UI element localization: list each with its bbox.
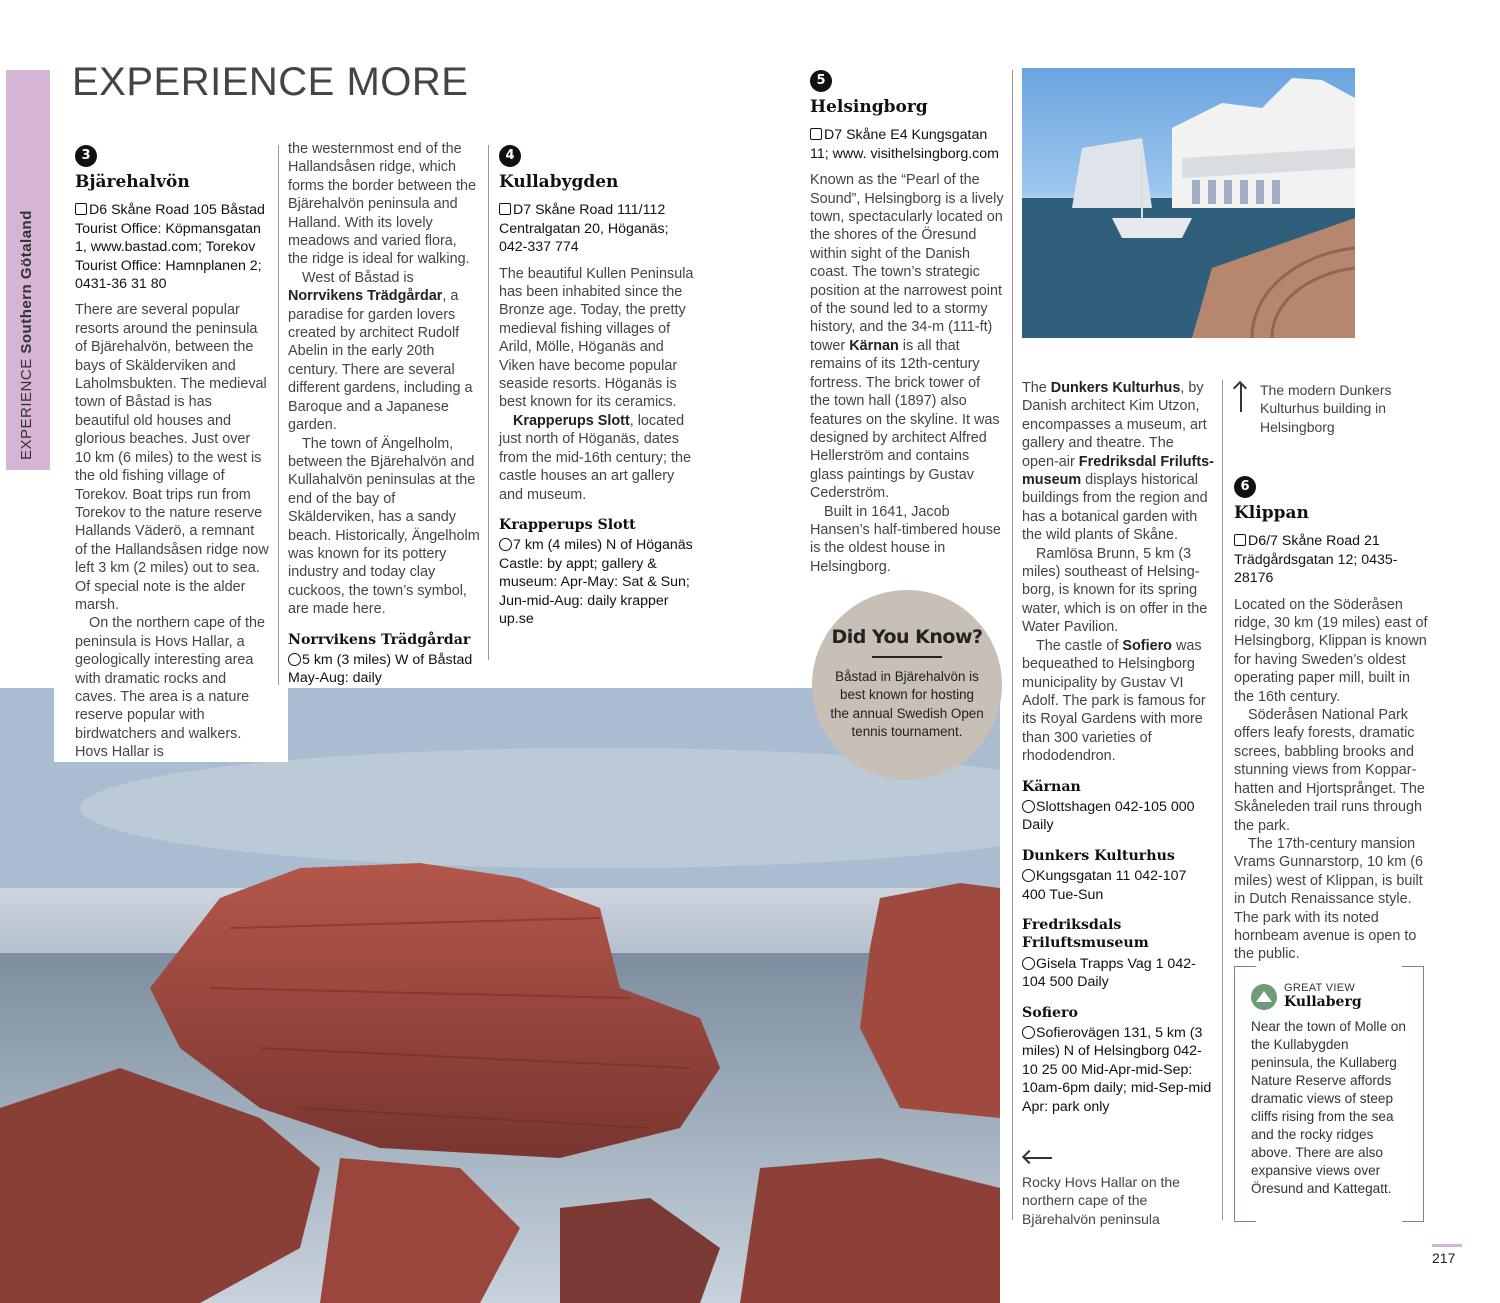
page-number-rule bbox=[1432, 1244, 1462, 1247]
info-bjarehalvon: D6 Skåne Road 105 Båstad Tourist Office: Köpmansgatan 1, www.bastad.com; Torekov Tourist Office: Hamnplanen 2; 0431-36 31 80 bbox=[75, 202, 265, 293]
great-view-text: Near the town of Molle on the Kullabygden peninsula, the Kullaberg Nature Reserve affords dramatic views of steep cliffs rising from the sea and the rocky ridges above. There are also expansive views over Öresund and Kattegatt. bbox=[1251, 1019, 1406, 1196]
did-you-know-text: Båstad in Bjärehalvön is best known for hosting the annual Swedish Open tennis tournament. bbox=[830, 669, 984, 740]
section-number-6: 6 bbox=[1234, 476, 1256, 498]
info-kullabygden: D7 Skåne Road 111/112 Centralgatan 20, Höganäs; 042-337 774 bbox=[499, 202, 669, 256]
map-icon bbox=[499, 203, 511, 215]
body-bjarehalvon-5: The town of Ängelholm, between the Bjärehalvön and Kullahalvön peninsulas at the end of the bay of Skälderviken, has a sandy beach. Historically, Ängelholm was known for its pottery industry and today clay cuckoos, the town’s symbol, are made here. bbox=[288, 435, 480, 618]
info-helsingborg: D7 Skåne E4 Kungsgatan 11; www. visithelsingborg.com bbox=[810, 127, 999, 162]
info-krapperups: 7 km (4 miles) N of Höganäs Castle: by appt; gallery & museum: Apr-May: Sat & Sun; Jun-mid-Aug: daily krapper up.se bbox=[499, 537, 693, 627]
subtitle-krapperups: Krapperups Slott bbox=[499, 516, 636, 533]
did-you-know-rule bbox=[872, 656, 942, 658]
body-bjarehalvon-1: There are several popular resorts around the peninsula of Bjärehalvön, between the bays of Skälderviken and Laholmsbukten. The medieval town of Båstad is has beautiful old houses and glorious beaches. Just over 10 km (6 miles) to the west is the old fishing village of Torekov. Boat trips run from Torekov to the nature reserve Hallands Väderö, a remnant of the Hallandsåsen ridge now left 3 km (2 miles) out to sea. Of special note is the alder marsh. bbox=[75, 302, 269, 613]
column-2 bbox=[288, 140, 480, 696]
did-you-know-badge bbox=[812, 590, 1002, 780]
castle-icon bbox=[1022, 800, 1035, 813]
arrow-left-icon bbox=[1024, 1157, 1052, 1159]
body-bjarehalvon-2: On the northern cape of the peninsula is Hovs Hallar, a geologically interesting area with dramatic rocks and caves. The area is a nature reserve popular with birdwatchers and walkers. Hovs Hallar is bbox=[75, 615, 266, 761]
castle-icon bbox=[1022, 1026, 1035, 1039]
region-name: Southern Götaland bbox=[18, 210, 35, 354]
body-helsingborg-4: Ramlösa Brunn, 5 km (3 miles) southeast of Helsing-borg, is known for its spring water, which is on offer in the Water Pavilion. bbox=[1022, 545, 1208, 636]
section-label bbox=[18, 160, 35, 460]
body-klippan-2: Söderåsen National Park offers leafy forests, dramatic screes, babbling brooks and stunning views from Koppar-hatten and Hjortsprånget. The Skåneleden trail runs through the park. bbox=[1234, 707, 1425, 834]
subtitle-sofiero: Sofiero bbox=[1022, 1004, 1078, 1021]
garden-icon bbox=[1022, 957, 1035, 970]
map-icon bbox=[1234, 534, 1246, 546]
body-klippan-3: The 17th-century mansion Vrams Gunnarstorp, 10 km (6 miles) west of Klippan, is built in Dutch Renaissance style. The park with its noted hornbeam avenue is open to the public. bbox=[1234, 835, 1424, 963]
column-5 bbox=[1022, 379, 1214, 1124]
section-name: EXPERIENCE bbox=[18, 358, 35, 460]
museum-icon bbox=[1022, 869, 1035, 882]
castle-icon bbox=[499, 538, 512, 551]
section-number-4: 4 bbox=[499, 145, 521, 167]
info-sofiero: Sofierovägen 131, 5 km (3 miles) N of Helsingborg 042-10 25 00 Mid-Apr-mid-Sep: 10am-6pm daily; mid-Sep-mid Apr: park only bbox=[1022, 1025, 1212, 1115]
mountain-icon bbox=[1251, 984, 1277, 1010]
did-you-know-title: Did You Know? bbox=[831, 626, 983, 648]
body-bjarehalvon-3: the westernmost end of the Hallandsåsen ridge, which forms the border between the Bjärehalvön peninsula and Halland. With its lovely meadows and varied flora, the ridge is ideal for walking. bbox=[288, 141, 476, 268]
subtitle-dunkers: Dunkers Kulturhus bbox=[1022, 847, 1175, 864]
column-divider bbox=[1222, 380, 1223, 1220]
info-fredriksdals: Gisela Trapps Vag 1 042-104 500 Daily bbox=[1022, 955, 1196, 991]
body-kullabygden-1: The beautiful Kullen Peninsula has been inhabited since the Bronze age. Today, the pretty medieval fishing villages of Arild, Mölle, Höganäs and Viken have become popular seaside resorts. Höganäs is best known for its ceramics. bbox=[499, 265, 694, 411]
section-number-3: 3 bbox=[75, 145, 97, 167]
page-number: 217 bbox=[1432, 1250, 1456, 1266]
arrow-up-icon bbox=[1240, 384, 1242, 412]
body-bjarehalvon-4: West of Båstad is Norrvikens Trädgårdar, a paradise for garden lovers created by architect Rudolf Abelin in the early 20th century. There are several different gardens, including a Baroque and a Japanese garden. bbox=[288, 269, 473, 434]
body-helsingborg-5: The castle of Sofiero was bequeathed to Helsingborg municipality by Gustav VI Adolf. The park is famous for its Royal Gardens with more than 300 varieties of rhododendron. bbox=[1022, 637, 1206, 765]
column-1 bbox=[75, 145, 269, 762]
building-illustration bbox=[1022, 68, 1355, 338]
rocks-illustration bbox=[0, 688, 1000, 1303]
map-icon bbox=[75, 203, 87, 215]
column-3 bbox=[499, 145, 695, 636]
photo-dunkers-kulturhus bbox=[1022, 68, 1355, 338]
info-norrvikens: 5 km (3 miles) W of Båstad May-Aug: daily bbox=[288, 651, 473, 687]
column-4 bbox=[810, 70, 1004, 576]
page-title: EXPERIENCE MORE bbox=[72, 60, 469, 104]
title-kullabygden: Kullabygden bbox=[499, 172, 619, 192]
section-number-5: 5 bbox=[810, 70, 832, 92]
body-klippan-1: Located on the Söderåsen ridge, 30 km (19 miles) east of Helsingborg, Klippan is known for having Sweden’s oldest operating paper mill, built in the 16th century. bbox=[1234, 596, 1428, 705]
caption-building: The modern Dunkers Kulturhus building in Helsingborg bbox=[1260, 382, 1392, 435]
info-dunkers: Kungsgatan 11 042-107 400 Tue-Sun bbox=[1022, 868, 1187, 903]
info-karnan: Slottshagen 042-105 000 Daily bbox=[1022, 798, 1195, 834]
column-6 bbox=[1234, 476, 1428, 964]
caption-rocks: Rocky Hovs Hallar on the northern cape of the Bjärehalvön peninsula bbox=[1022, 1174, 1180, 1227]
body-helsingborg-1: Known as the “Pearl of the Sound”, Helsingborg is a lively town, spectacularly located on the shores of the Öresund within sight of the Danish coast. The town’s strategic position at the narrowest point of the sound led to a stormy history, and the 34-m (111-ft) tower Kärnan is all that remains of its 12th-century fortress. The brick tower of the town hall (1897) also features on the skyline. It was designed by architect Alfred Hellerström and contains glass paintings by Gustav Cederström. bbox=[810, 172, 1004, 502]
subtitle-norrvikens: Norrvikens Trädgårdar bbox=[288, 631, 471, 648]
great-view-title: Kullaberg bbox=[1284, 994, 1362, 1010]
map-icon bbox=[810, 128, 822, 140]
column-divider bbox=[278, 145, 279, 685]
body-helsingborg-3: The Dunkers Kulturhus, by Danish architect Kim Utzon, encompasses a museum, art gallery and theatre. The open-air Fredriksdal Frilufts-museum displays historical buildings from the region and has a botanical garden with the wild plants of Skåne. bbox=[1022, 380, 1214, 544]
subtitle-karnan: Kärnan bbox=[1022, 778, 1081, 795]
title-helsingborg: Helsingborg bbox=[810, 97, 928, 117]
great-view-box bbox=[1234, 966, 1424, 1222]
title-klippan: Klippan bbox=[1234, 503, 1309, 523]
photo-hovs-hallar bbox=[0, 688, 1000, 1303]
column-divider bbox=[488, 145, 489, 660]
subtitle-fredriksdals: Fredriksdals Friluftsmuseum bbox=[1022, 916, 1149, 952]
great-view-header bbox=[1284, 982, 1362, 1010]
great-view-label: GREAT VIEW bbox=[1284, 982, 1356, 994]
body-kullabygden-2: Krapperups Slott, located just north of Höganäs, dates from the mid-16th century; the castle houses an art gallery and museum. bbox=[499, 412, 691, 503]
title-bjarehalvon: Bjärehalvön bbox=[75, 172, 190, 192]
body-helsingborg-2: Built in 1641, Jacob Hansen’s half-timbered house is the oldest house in Helsingborg. bbox=[810, 503, 1001, 575]
column-divider bbox=[1012, 70, 1013, 1220]
garden-icon bbox=[288, 653, 301, 666]
info-klippan: D6/7 Skåne Road 21 Trädgårdsgatan 12; 0435-28176 bbox=[1234, 533, 1398, 587]
